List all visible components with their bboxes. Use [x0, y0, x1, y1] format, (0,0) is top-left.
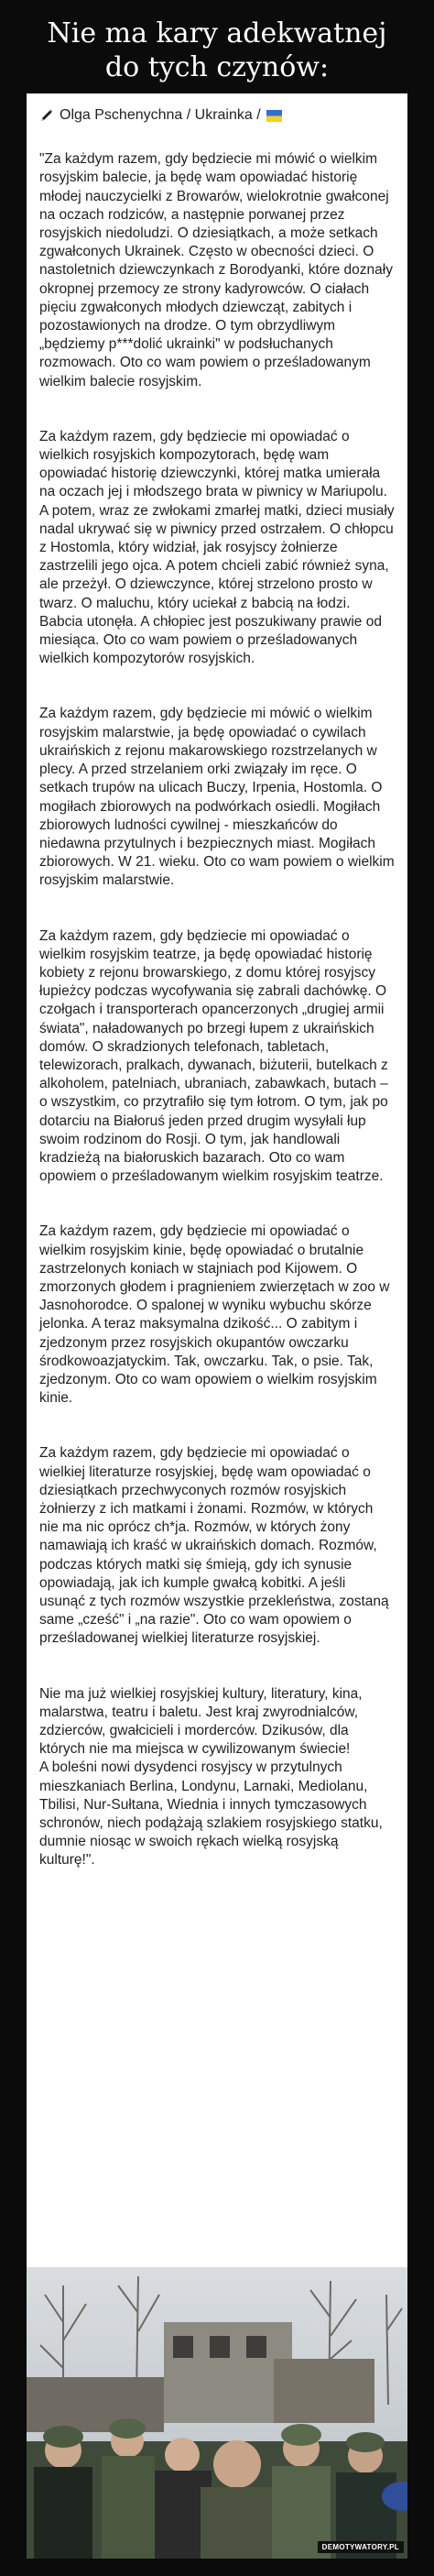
paragraph-painting: Za każdym razem, gdy będziecie mi mówić o wielkim rosyjskim malarstwie, ja będę opowiadać o cywilach ukraińskich z rejonu makarowskiego rozstrzelanych w plecy. A przed strzelaniem orki związały im ręce. O setkach trupów na ulicach Buczy, Irpenia, Hostomla. O mogiłach zbiorowych na podwórkach osiedli. Mogiłach zbiorowych ludności cywilnej - mieszkańców do niedawna przytulnych i bezpiecznych miast. Mogiłach zbiorowych. W 21. wieku. Oto co wam powiem o wielkim rosyjskim malarstwie.: [39, 706, 395, 889]
pencil-icon: [39, 108, 54, 123]
byline-author: Olga Pschenychna / Ukrainka /: [60, 107, 261, 123]
photo-soldiers: [27, 2267, 407, 2559]
paragraph-theatre: Za każdym razem, gdy będziecie mi opowiadać o wielkim rosyjskim teatrze, ja będę opowiadać historię kobiety z rejonu browarskiego, z domu której rosyjscy łupieżcy podczas wycofywania się zabrali dachówkę. O czołgach i transporterach opancerzonych „drugiej armii świata", naładowanych po brzegi łupem z ukraińskich domów. O skradzionych telefonach, tabletach, telewizorach, pralkach, dywanach, biżuterii, butelkach z alkoholem, patelniach, ubraniach, zabawkach, butach – o wszystkim, co przytrafiło się tym łotrom. O tym, jak po dotarciu na Białoruś jeden przed drugim wysyłali łup swoim rodzinom do Rosji. O tym, jak handlowali kradzieżą na białoruskich bazarach. Oto co wam opowiem o prześladowanym wielkim rosyjskim teatrze.: [39, 927, 388, 1185]
post-card: [27, 93, 407, 2267]
headline-line-2: do tych czynów:: [104, 51, 330, 83]
byline: [39, 106, 395, 125]
headline-line-1: Nie ma kary adekwatnej: [47, 17, 387, 49]
watermark: DEMOTYWATORY.PL: [318, 2541, 404, 2553]
paragraph-composers: Za każdym razem, gdy będziecie mi opowiadać o wielkich rosyjskich kompozytorach, będę wam opowiadać historię dziewczynki, której matka umierała na oczach jej i młodszego brata w piwnicy w Mariupolu. A potem, wraz ze zwłokami zmarłej matki, dzieci musiały nadal ukrywać się w piwnicy przed ostrzałem. O chłopcu z Hostomla, który widział, jak rosyjscy żołnierze zastrzelili jego ojca. A potem chcieli zabić również syna, ale przeżył. O dziewczynce, której strzelono prosto w twarz. O maluchu, który uciekał z babcią na łodzi. Babcia utonęła. A chłopiec jest poszukiwany prawie od miesiąca. Oto co wam powiem o prześladowanych wielkich kompozytorów rosyjskich.: [39, 428, 395, 667]
headline: [0, 16, 434, 84]
paragraph-cinema: Za każdym razem, gdy będziecie mi opowiadać o wielkim rosyjskim kinie, będę opowiadać o brutalnie zastrzelonych koniach w stajniach pod Kijowem. O zmorzonych głodem i pragnieniem zwierzętach w zoo w Jasnohorodce. O spalonej w wyniku wybuchu skórze jelonka. A teraz maksymalna dzikość... O zabitym i zjedzonym przez rosyjskich okupantów owczarku środkowoazjatyckim. Tak, owczarku. Tak, o psie. Tak, zjedzonym. Oto co wam opowiem o wielkim rosyjskim kinie.: [39, 1223, 390, 1407]
paragraph-ballet: "Za każdym razem, gdy będziecie mi mówić o wielkim rosyjskim balecie, ja będę wam opowiadać historię młodej nauczycielki z Browarów, wielokrotnie gwałconej na oczach rodziców, a następnie porwanej przez rosyjskich niedoludzi. O dziesiątkach, a może setkach zgwałconych Ukrainek. Często w obecności dzieci. O nastoletnich dziewczynkach z Borodyanki, które doznały okropnej przemocy ze strony kadyrowców. O ciałach pięciu zgwałconych młodych dziewcząt, zabitych i pozostawionych na drodze. O tym obrzydliwym „będziemy p***dolić ukrainki" w podsłuchanych rozmowach. Oto co wam powiem o prześladowanym wielkim balecie rosyjskim.: [39, 151, 393, 389]
paragraph-literature: Za każdym razem, gdy będziecie mi opowiadać o wielkiej literaturze rosyjskiej, będę wam opowiadać o dziesiątkach przechwyconych rozmów rosyjskich żołnierzy z ich matkami i żonami. Rozmów, w których nie ma nic oprócz ch*ja. Rozmów, w których żony namawiają ich kraść w ukraińskich domach. Rozmów, podczas których matki się śmieją, gdy ich synusie opowiadają, jak ich kumple gwałcą kobitki. A jeśli usunąć z tych rozmów wszystkie przekleństwa, zostaną same „cześć" i „na razie". Oto co wam opowiem o prześladowanej wielkiej literaturze rosyjskiej.: [39, 1445, 389, 1647]
ukraine-flag-icon: [266, 110, 282, 122]
paragraph-conclusion: Nie ma już wielkiej rosyjskiej kultury, literatury, kina, malarstwa, teatru i baletu. Jest kraj zwyrodnialców, zdzierców, gwałcicieli i morderców. Dzikusów, dla których nie ma miejsca w cywilizowanym świecie! A boleśni nowi dysydenci rosyjscy w przytulnych mieszkaniach Berlina, Londynu, Larnaki, Mediolanu, Tbilisi, Nur-Sułtana, Wiednia i innych tymczasowych schronów, niech podążają szlakiem rosyjskiego statku, dumnie niosąc w swoich rękach wielką rosyjską kulturę!".: [39, 1685, 383, 1869]
